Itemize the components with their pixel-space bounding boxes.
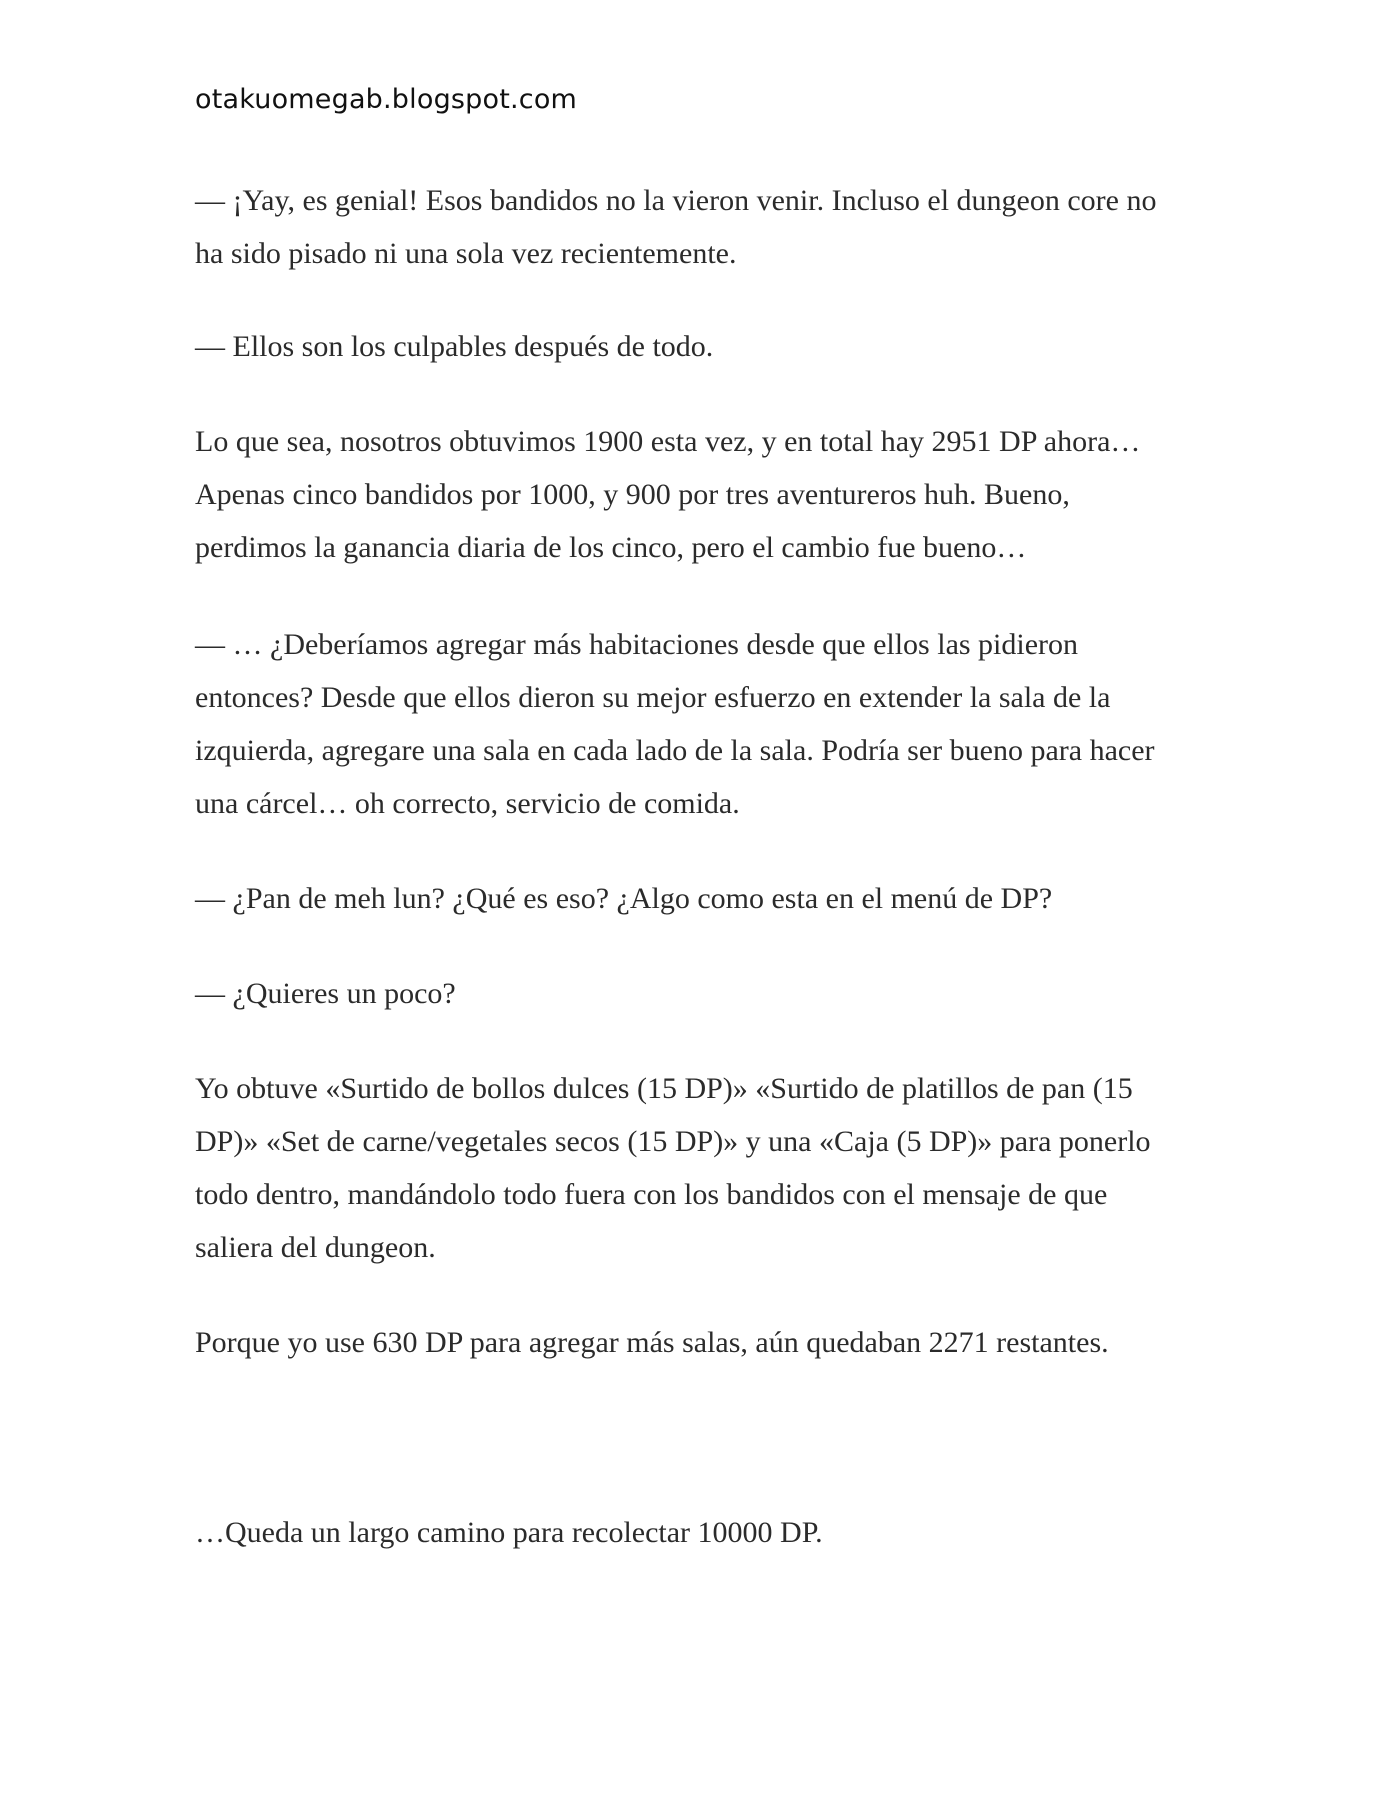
paragraph-line: Apenas cinco bandidos por 1000, y 900 por tres aventureros huh. Bueno, [195, 478, 1070, 511]
paragraph-line: …Queda un largo camino para recolectar 10000 DP. [195, 1516, 823, 1549]
paragraph-line: — … ¿Deberíamos agregar más habitaciones desde que ellos las pidieron [195, 628, 1079, 661]
paragraph-7 [195, 1062, 1210, 1274]
paragraph-line: — Ellos son los culpables después de todo. [195, 330, 714, 363]
paragraph-9 [195, 1506, 1210, 1559]
paragraph-line: todo dentro, mandándolo todo fuera con los bandidos con el mensaje de que [195, 1178, 1108, 1211]
paragraph-line: saliera del dungeon. [195, 1231, 436, 1264]
paragraph-6 [195, 967, 1210, 1020]
paragraph-1 [195, 174, 1210, 280]
paragraph-8 [195, 1316, 1210, 1369]
paragraph-line: — ¿Quieres un poco? [195, 977, 456, 1010]
paragraph-line: izquierda, agregare una sala en cada lado de la sala. Podría ser bueno para hacer [195, 734, 1155, 767]
paragraph-2 [195, 320, 1210, 373]
paragraph-line: Lo que sea, nosotros obtuvimos 1900 esta vez, y en total hay 2951 DP ahora… [195, 425, 1141, 458]
paragraph-line: DP)» «Set de carne/vegetales secos (15 DP)» y una «Caja (5 DP)» para ponerlo [195, 1125, 1151, 1158]
paragraph-line: Yo obtuve «Surtido de bollos dulces (15 DP)» «Surtido de platillos de pan (15 [195, 1072, 1133, 1105]
site-header: otakuomegab.blogspot.com [195, 84, 578, 115]
paragraph-line: ha sido pisado ni una sola vez recientemente. [195, 237, 737, 270]
paragraph-line: una cárcel… oh correcto, servicio de comida. [195, 787, 740, 820]
paragraph-line: — ¡Yay, es genial! Esos bandidos no la vieron venir. Incluso el dungeon core no [195, 184, 1157, 217]
paragraph-3 [195, 415, 1210, 574]
paragraph-4 [195, 618, 1210, 830]
paragraph-line: — ¿Pan de meh lun? ¿Qué es eso? ¿Algo como esta en el menú de DP? [195, 882, 1053, 915]
paragraph-line: Porque yo use 630 DP para agregar más salas, aún quedaban 2271 restantes. [195, 1326, 1109, 1359]
paragraph-5 [195, 872, 1210, 925]
paragraph-line: perdimos la ganancia diaria de los cinco, pero el cambio fue bueno… [195, 531, 1027, 564]
paragraph-line: entonces? Desde que ellos dieron su mejor esfuerzo en extender la sala de la [195, 681, 1111, 714]
